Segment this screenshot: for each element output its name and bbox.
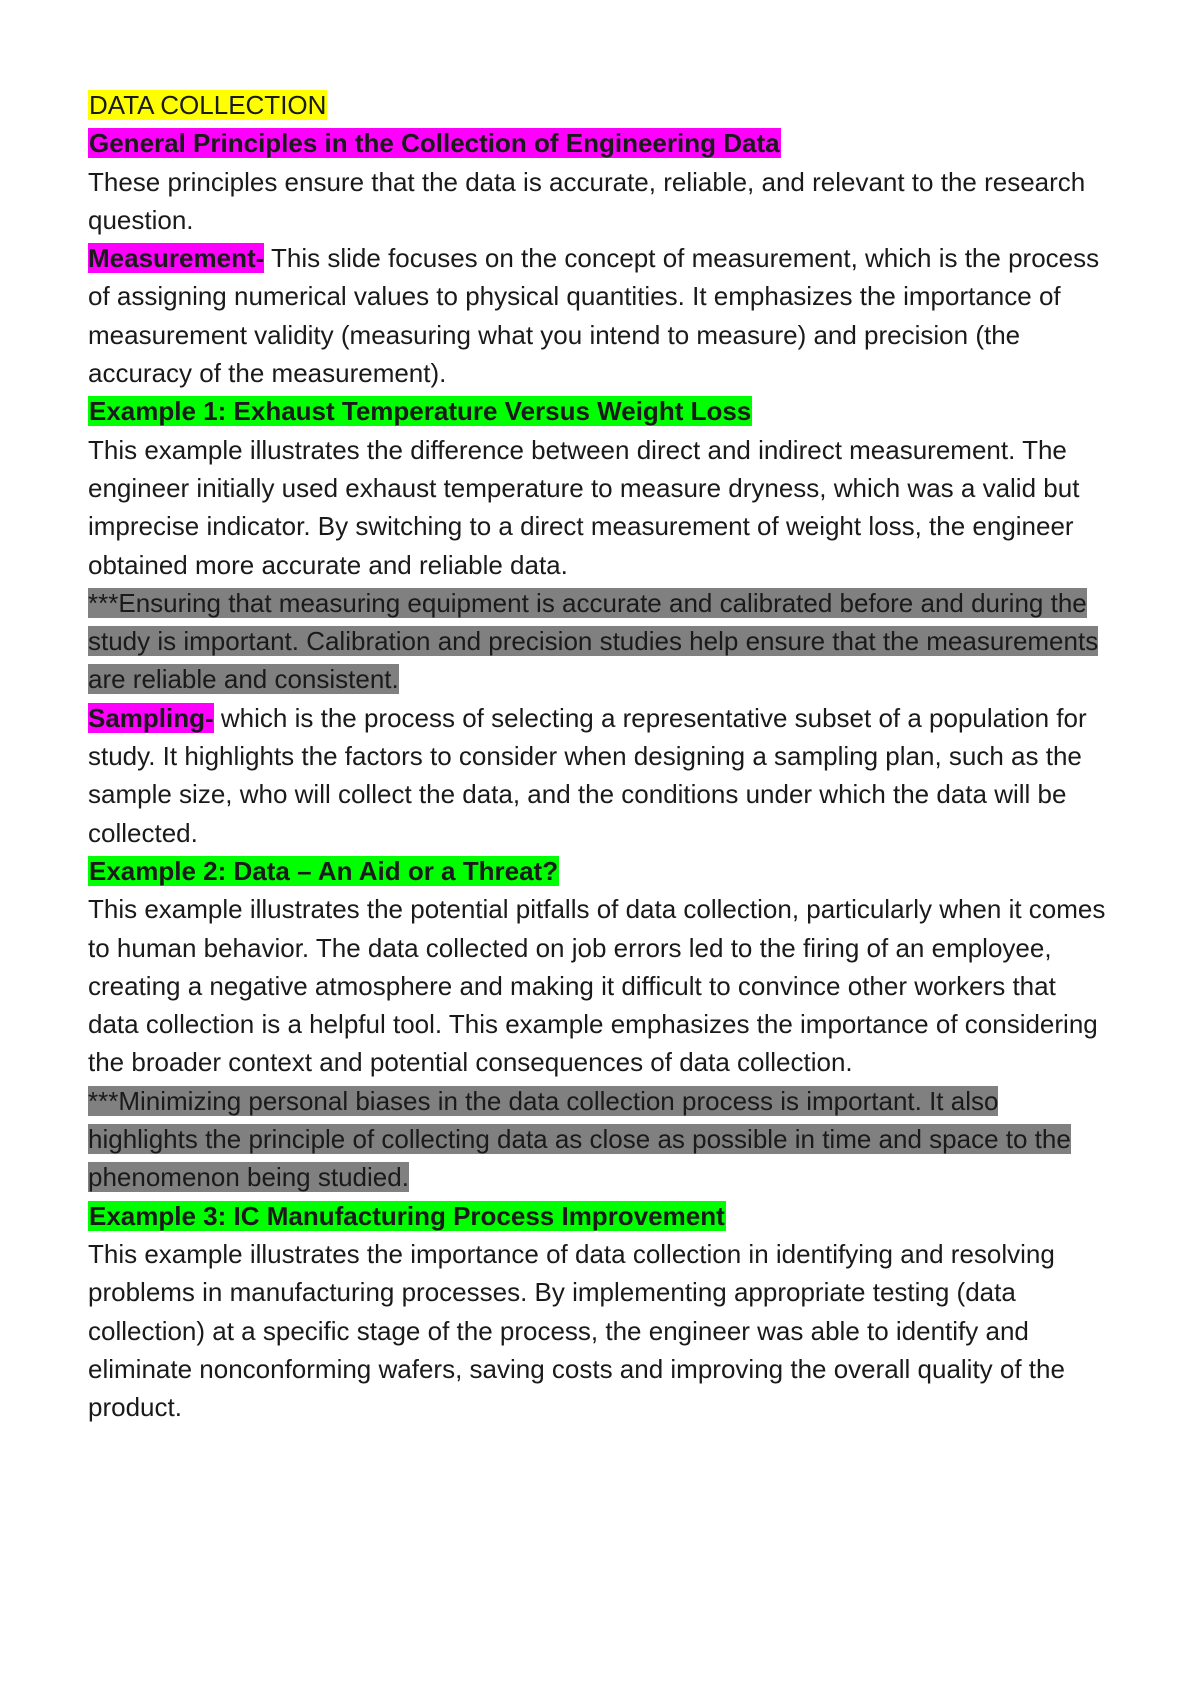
sampling-text: which is the process of selecting a representative subset of a population for study. It highlights the factors to consider when designing a sampling plan, such as the sample size, who will collect the data, and the conditions under which the data will be collected. bbox=[88, 702, 1087, 848]
example1-paragraph: This example illustrates the difference between direct and indirect measurement. The engineer initially used exhaust temperature to measure dryness, which was a valid but imprecise indicator. By switching to a direct measurement of weight loss, the engineer obtained more accurate and reliable data. bbox=[88, 434, 1080, 580]
example2-note bbox=[88, 1082, 1110, 1197]
sampling-term: Sampling- bbox=[88, 702, 214, 733]
example2-note-text: ***Minimizing personal biases in the data collection process is important. It also highlights the principle of collecting data as close as possible in time and space to the phenomenon being studied. bbox=[88, 1085, 1071, 1193]
section-heading bbox=[88, 124, 1110, 162]
example2-heading-text: Example 2: Data – An Aid or a Threat? bbox=[89, 855, 559, 886]
measurement-paragraph bbox=[88, 239, 1110, 392]
section-heading-text: General Principles in the Collection of Engineering Data bbox=[89, 128, 780, 159]
example2-paragraph: This example illustrates the potential pitfalls of data collection, particularly when it comes to human behavior. The data collected on job errors led to the firing of an employee, creating a negative atmosphere and making it difficult to convince other workers that data collection is a helpful tool. This example emphasizes the importance of considering the broader context and potential consequences of data collection. bbox=[88, 894, 1106, 1078]
example3-heading bbox=[88, 1197, 1110, 1235]
example1-heading-text: Example 1: Exhaust Temperature Versus Weight Loss bbox=[89, 396, 752, 427]
example3-paragraph: This example illustrates the importance of data collection in identifying and resolving problems in manufacturing processes. By implementing appropriate testing (data collection) at a specific stage of the process, the engineer was able to identify and eliminate nonconforming wafers, saving costs and improving the overall quality of the product. bbox=[88, 1238, 1065, 1423]
measurement-term: Measurement- bbox=[88, 243, 265, 274]
intro-paragraph: These principles ensure that the data is accurate, reliable, and relevant to the research question. bbox=[88, 166, 1086, 235]
doc-title bbox=[88, 86, 1110, 124]
example1-note bbox=[88, 584, 1110, 699]
example1-note-text: ***Ensuring that measuring equipment is accurate and calibrated before and during the study is important. Calibration and precision studies help ensure that the measurements are reliable and consistent. bbox=[88, 587, 1099, 695]
example3-heading-text: Example 3: IC Manufacturing Process Improvement bbox=[89, 1200, 725, 1231]
measurement-text: This slide focuses on the concept of measurement, which is the process of assigning numerical values to physical quantities. It emphasizes the importance of measurement validity (measuring what you intend to measure) and precision (the accuracy of the measurement). bbox=[88, 243, 1100, 389]
example2-heading bbox=[88, 852, 1110, 890]
doc-title-text: DATA COLLECTION bbox=[89, 90, 327, 120]
sampling-paragraph bbox=[88, 699, 1110, 852]
example1-heading bbox=[88, 392, 1110, 430]
